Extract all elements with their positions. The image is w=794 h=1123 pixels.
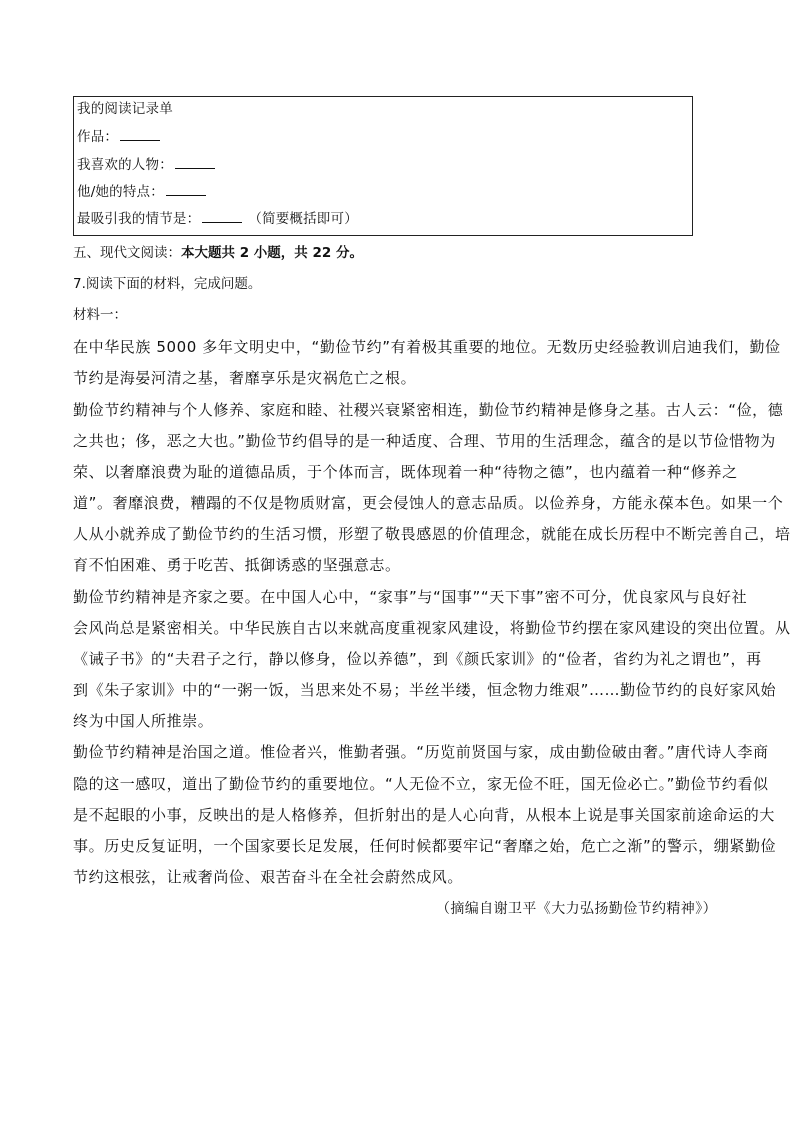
body-line: 是不起眼的小事，反映出的是人格修养，但折射出的是人心向背，从根本上说是事关国家前途命运的大 bbox=[73, 806, 776, 824]
body-line: 会风尚总是紧密相关。中华民族自古以来就高度重视家风建设，将勤俭节约摆在家风建设的突出位置。从 bbox=[73, 619, 791, 637]
record-favorite-character-row bbox=[77, 156, 215, 173]
body-line: 勤俭节约精神是治国之道。惟俭者兴，惟勤者强。“历览前贤国与家，成由勤俭破由奢。”唐代诗人李商 bbox=[73, 743, 769, 761]
body-line: 在中华民族 5000 多年文明史中，“勤俭节约”有着极其重要的地位。无数历史经验教训启迪我们，勤俭 bbox=[73, 338, 781, 356]
question-title: 7.阅读下面的材料，完成问题。 bbox=[73, 276, 262, 292]
body-line: 隐的这一感叹，道出了勤俭节约的重要地位。“人无俭不立，家无俭不旺，国无俭必亡。”勤俭节约看似 bbox=[73, 775, 769, 793]
body-line: 之共也；侈，恶之大也。”勤俭节约倡导的是一种适度、合理、节用的生活理念，蕴含的是以节俭惜物为 bbox=[73, 432, 776, 450]
body-line: 到《朱子家训》中的“一粥一饭，当思来处不易；半丝半缕，恒念物力维艰”……勤俭节约的良好家风始 bbox=[73, 681, 777, 699]
body-line: 事。历史反复证明，一个国家要长足发展，任何时候都要牢记“奢靡之始，危亡之渐”的警示，绷紧勤俭 bbox=[73, 837, 777, 855]
record-work-blank[interactable] bbox=[120, 128, 160, 141]
reading-record-sheet bbox=[73, 96, 693, 236]
body-line: 终为中国人所推崇。 bbox=[73, 712, 214, 730]
record-plot-blank[interactable] bbox=[202, 210, 242, 223]
section-heading-prefix: 五、现代文阅读： bbox=[73, 245, 181, 261]
body-line: 荣、以奢靡浪费为耻的道德品质，于个体而言，既体现着一种“待物之德”，也内蕴着一种“修养之 bbox=[73, 463, 738, 481]
section-heading-emphasis: 本大题共 2 小题，共 22 分。 bbox=[181, 245, 363, 261]
record-character-traits-blank[interactable] bbox=[166, 183, 206, 196]
body-line: 勤俭节约精神是齐家之要。在中国人心中，“家事”与“国事”“天下事”密不可分，优良家风与良好社 bbox=[73, 588, 748, 606]
record-work-row bbox=[77, 128, 160, 145]
record-favorite-character-blank[interactable] bbox=[175, 156, 215, 169]
record-plot-row bbox=[77, 210, 358, 227]
record-character-traits-row bbox=[77, 183, 206, 200]
body-line: 《诫子书》的“夫君子之行，静以修身，俭以养德”，到《颜氏家训》的“俭者，省约为礼之谓也”，再 bbox=[73, 650, 762, 668]
source-citation: （摘编自谢卫平《大力弘扬勤俭节约精神》） bbox=[436, 901, 717, 917]
record-plot-note: （简要概括即可） bbox=[248, 211, 358, 227]
body-line: 节约是海晏河清之基，奢靡享乐是灾祸危亡之根。 bbox=[73, 369, 417, 387]
record-sheet-title: 我的阅读记录单 bbox=[77, 101, 173, 117]
body-line: 育不怕困难、勇于吃苦、抵御诱惑的坚强意志。 bbox=[73, 556, 401, 574]
material-label: 材料一： bbox=[73, 307, 127, 323]
record-favorite-character-label: 我喜欢的人物： bbox=[77, 157, 173, 173]
record-work-label: 作品： bbox=[77, 129, 119, 145]
body-line: 人从小就养成了勤俭节约的生活习惯，形塑了敬畏感恩的价值理念，就能在成长历程中不断完善自己，培 bbox=[73, 525, 791, 543]
body-line: 道”。奢靡浪费，糟蹋的不仅是物质财富，更会侵蚀人的意志品质。以俭养身，方能永葆本色。如果一个 bbox=[73, 494, 784, 512]
record-plot-label: 最吸引我的情节是： bbox=[77, 211, 201, 227]
record-character-traits-label: 他/她的特点： bbox=[77, 184, 164, 200]
section-heading bbox=[73, 244, 363, 262]
body-line: 节约这根弦，让戒奢尚俭、艰苦奋斗在全社会蔚然成风。 bbox=[73, 868, 464, 886]
body-line: 勤俭节约精神与个人修养、家庭和睦、社稷兴衰紧密相连，勤俭节约精神是修身之基。古人云：“俭，德 bbox=[73, 401, 784, 419]
